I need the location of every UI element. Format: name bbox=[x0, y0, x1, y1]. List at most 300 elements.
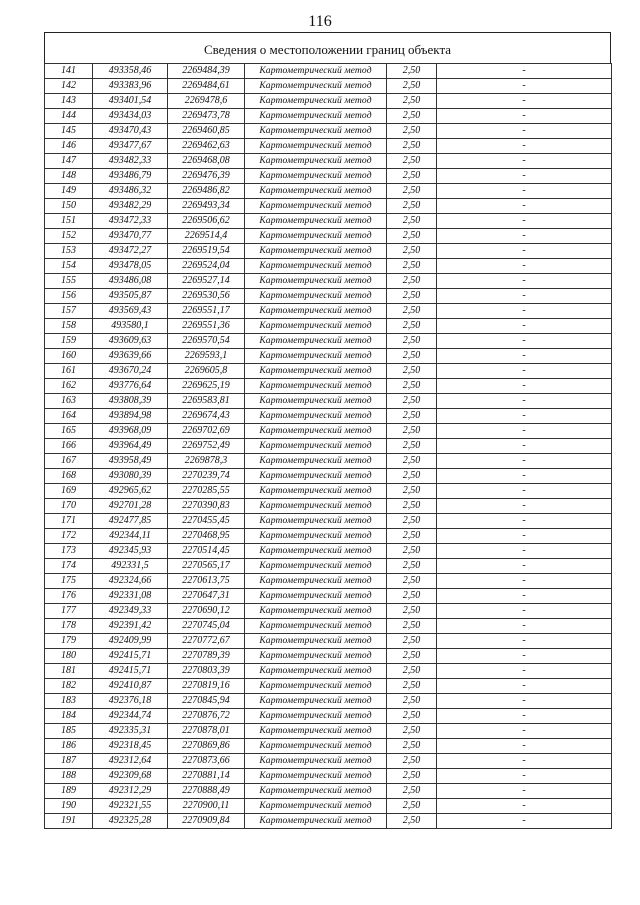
table-body bbox=[45, 64, 612, 829]
accuracy-cell: 2,50 bbox=[387, 94, 437, 109]
accuracy-cell: 2,50 bbox=[387, 604, 437, 619]
point-number-cell: 145 bbox=[45, 124, 93, 139]
y-coordinate-cell: 2270390,83 bbox=[168, 499, 245, 514]
accuracy-cell: 2,50 bbox=[387, 334, 437, 349]
accuracy-cell: 2,50 bbox=[387, 679, 437, 694]
description-cell: - bbox=[437, 784, 612, 799]
method-cell: Картометрический метод bbox=[245, 574, 387, 589]
y-coordinate-cell: 2270869,86 bbox=[168, 739, 245, 754]
point-number-cell: 190 bbox=[45, 799, 93, 814]
y-coordinate-cell: 2269524,04 bbox=[168, 259, 245, 274]
accuracy-cell: 2,50 bbox=[387, 409, 437, 424]
x-coordinate-cell: 492410,87 bbox=[93, 679, 168, 694]
accuracy-cell: 2,50 bbox=[387, 244, 437, 259]
point-number-cell: 186 bbox=[45, 739, 93, 754]
method-cell: Картометрический метод bbox=[245, 589, 387, 604]
y-coordinate-cell: 2269530,56 bbox=[168, 289, 245, 304]
accuracy-cell: 2,50 bbox=[387, 799, 437, 814]
x-coordinate-cell: 493472,27 bbox=[93, 244, 168, 259]
y-coordinate-cell: 2270690,12 bbox=[168, 604, 245, 619]
y-coordinate-cell: 2270468,95 bbox=[168, 529, 245, 544]
x-coordinate-cell: 492477,85 bbox=[93, 514, 168, 529]
table-row bbox=[45, 649, 612, 664]
table-title: Сведения о местоположении границ объекта bbox=[44, 32, 611, 63]
y-coordinate-cell: 2269478,6 bbox=[168, 94, 245, 109]
point-number-cell: 191 bbox=[45, 814, 93, 829]
point-number-cell: 147 bbox=[45, 154, 93, 169]
table-row bbox=[45, 469, 612, 484]
accuracy-cell: 2,50 bbox=[387, 574, 437, 589]
table-row bbox=[45, 79, 612, 94]
x-coordinate-cell: 493808,39 bbox=[93, 394, 168, 409]
accuracy-cell: 2,50 bbox=[387, 379, 437, 394]
point-number-cell: 182 bbox=[45, 679, 93, 694]
table-row bbox=[45, 379, 612, 394]
x-coordinate-cell: 493482,29 bbox=[93, 199, 168, 214]
table-row bbox=[45, 574, 612, 589]
accuracy-cell: 2,50 bbox=[387, 169, 437, 184]
description-cell: - bbox=[437, 619, 612, 634]
accuracy-cell: 2,50 bbox=[387, 184, 437, 199]
method-cell: Картометрический метод bbox=[245, 409, 387, 424]
method-cell: Картометрический метод bbox=[245, 304, 387, 319]
table-row bbox=[45, 634, 612, 649]
point-number-cell: 149 bbox=[45, 184, 93, 199]
accuracy-cell: 2,50 bbox=[387, 709, 437, 724]
table-row bbox=[45, 244, 612, 259]
method-cell: Картометрический метод bbox=[245, 724, 387, 739]
description-cell: - bbox=[437, 709, 612, 724]
point-number-cell: 185 bbox=[45, 724, 93, 739]
x-coordinate-cell: 493472,33 bbox=[93, 214, 168, 229]
description-cell: - bbox=[437, 634, 612, 649]
point-number-cell: 142 bbox=[45, 79, 93, 94]
x-coordinate-cell: 493964,49 bbox=[93, 439, 168, 454]
description-cell: - bbox=[437, 739, 612, 754]
accuracy-cell: 2,50 bbox=[387, 754, 437, 769]
accuracy-cell: 2,50 bbox=[387, 514, 437, 529]
x-coordinate-cell: 492344,11 bbox=[93, 529, 168, 544]
method-cell: Картометрический метод bbox=[245, 649, 387, 664]
point-number-cell: 177 bbox=[45, 604, 93, 619]
point-number-cell: 168 bbox=[45, 469, 93, 484]
y-coordinate-cell: 2269506,62 bbox=[168, 214, 245, 229]
table-row bbox=[45, 169, 612, 184]
method-cell: Картометрический метод bbox=[245, 109, 387, 124]
y-coordinate-cell: 2270803,39 bbox=[168, 664, 245, 679]
point-number-cell: 169 bbox=[45, 484, 93, 499]
description-cell: - bbox=[437, 349, 612, 364]
accuracy-cell: 2,50 bbox=[387, 64, 437, 79]
x-coordinate-cell: 492415,71 bbox=[93, 664, 168, 679]
x-coordinate-cell: 492312,29 bbox=[93, 784, 168, 799]
y-coordinate-cell: 2270514,45 bbox=[168, 544, 245, 559]
method-cell: Картометрический метод bbox=[245, 94, 387, 109]
table-row bbox=[45, 424, 612, 439]
description-cell: - bbox=[437, 319, 612, 334]
table-row bbox=[45, 484, 612, 499]
point-number-cell: 152 bbox=[45, 229, 93, 244]
table-row bbox=[45, 604, 612, 619]
y-coordinate-cell: 2269484,39 bbox=[168, 64, 245, 79]
description-cell: - bbox=[437, 334, 612, 349]
x-coordinate-cell: 492344,74 bbox=[93, 709, 168, 724]
table-row bbox=[45, 319, 612, 334]
point-number-cell: 153 bbox=[45, 244, 93, 259]
accuracy-cell: 2,50 bbox=[387, 319, 437, 334]
description-cell: - bbox=[437, 244, 612, 259]
point-number-cell: 172 bbox=[45, 529, 93, 544]
description-cell: - bbox=[437, 79, 612, 94]
description-cell: - bbox=[437, 694, 612, 709]
method-cell: Картометрический метод bbox=[245, 784, 387, 799]
y-coordinate-cell: 2270873,66 bbox=[168, 754, 245, 769]
method-cell: Картометрический метод bbox=[245, 154, 387, 169]
accuracy-cell: 2,50 bbox=[387, 394, 437, 409]
point-number-cell: 179 bbox=[45, 634, 93, 649]
accuracy-cell: 2,50 bbox=[387, 784, 437, 799]
method-cell: Картометрический метод bbox=[245, 439, 387, 454]
description-cell: - bbox=[437, 169, 612, 184]
table-row bbox=[45, 289, 612, 304]
point-number-cell: 151 bbox=[45, 214, 93, 229]
accuracy-cell: 2,50 bbox=[387, 439, 437, 454]
method-cell: Картометрический метод bbox=[245, 529, 387, 544]
table-row bbox=[45, 754, 612, 769]
x-coordinate-cell: 493383,96 bbox=[93, 79, 168, 94]
point-number-cell: 166 bbox=[45, 439, 93, 454]
point-number-cell: 141 bbox=[45, 64, 93, 79]
y-coordinate-cell: 2269527,14 bbox=[168, 274, 245, 289]
method-cell: Картометрический метод bbox=[245, 514, 387, 529]
y-coordinate-cell: 2269468,08 bbox=[168, 154, 245, 169]
x-coordinate-cell: 493569,43 bbox=[93, 304, 168, 319]
description-cell: - bbox=[437, 499, 612, 514]
accuracy-cell: 2,50 bbox=[387, 454, 437, 469]
table-row bbox=[45, 694, 612, 709]
description-cell: - bbox=[437, 274, 612, 289]
description-cell: - bbox=[437, 529, 612, 544]
point-number-cell: 150 bbox=[45, 199, 93, 214]
x-coordinate-cell: 492309,68 bbox=[93, 769, 168, 784]
description-cell: - bbox=[437, 484, 612, 499]
point-number-cell: 178 bbox=[45, 619, 93, 634]
accuracy-cell: 2,50 bbox=[387, 199, 437, 214]
y-coordinate-cell: 2270647,31 bbox=[168, 589, 245, 604]
x-coordinate-cell: 492376,18 bbox=[93, 694, 168, 709]
y-coordinate-cell: 2269605,8 bbox=[168, 364, 245, 379]
y-coordinate-cell: 2270888,49 bbox=[168, 784, 245, 799]
table-row bbox=[45, 184, 612, 199]
table-row bbox=[45, 514, 612, 529]
point-number-cell: 174 bbox=[45, 559, 93, 574]
table-row bbox=[45, 124, 612, 139]
method-cell: Картометрический метод bbox=[245, 169, 387, 184]
table-row bbox=[45, 274, 612, 289]
method-cell: Картометрический метод bbox=[245, 679, 387, 694]
x-coordinate-cell: 493080,39 bbox=[93, 469, 168, 484]
x-coordinate-cell: 493358,46 bbox=[93, 64, 168, 79]
x-coordinate-cell: 493505,87 bbox=[93, 289, 168, 304]
description-cell: - bbox=[437, 469, 612, 484]
description-cell: - bbox=[437, 124, 612, 139]
point-number-cell: 180 bbox=[45, 649, 93, 664]
description-cell: - bbox=[437, 514, 612, 529]
table-row bbox=[45, 529, 612, 544]
method-cell: Картометрический метод bbox=[245, 334, 387, 349]
x-coordinate-cell: 493580,1 bbox=[93, 319, 168, 334]
method-cell: Картометрический метод bbox=[245, 769, 387, 784]
method-cell: Картометрический метод bbox=[245, 634, 387, 649]
method-cell: Картометрический метод bbox=[245, 244, 387, 259]
point-number-cell: 161 bbox=[45, 364, 93, 379]
table-row bbox=[45, 94, 612, 109]
table-row bbox=[45, 784, 612, 799]
point-number-cell: 164 bbox=[45, 409, 93, 424]
point-number-cell: 143 bbox=[45, 94, 93, 109]
point-number-cell: 157 bbox=[45, 304, 93, 319]
description-cell: - bbox=[437, 199, 612, 214]
x-coordinate-cell: 493401,54 bbox=[93, 94, 168, 109]
y-coordinate-cell: 2269460,85 bbox=[168, 124, 245, 139]
x-coordinate-cell: 492318,45 bbox=[93, 739, 168, 754]
table-row bbox=[45, 814, 612, 829]
y-coordinate-cell: 2269625,19 bbox=[168, 379, 245, 394]
y-coordinate-cell: 2269878,3 bbox=[168, 454, 245, 469]
page-number: 116 bbox=[308, 13, 332, 30]
y-coordinate-cell: 2269519,54 bbox=[168, 244, 245, 259]
table-row bbox=[45, 334, 612, 349]
accuracy-cell: 2,50 bbox=[387, 694, 437, 709]
point-number-cell: 158 bbox=[45, 319, 93, 334]
point-number-cell: 160 bbox=[45, 349, 93, 364]
table-row bbox=[45, 544, 612, 559]
method-cell: Картометрический метод bbox=[245, 709, 387, 724]
x-coordinate-cell: 493486,32 bbox=[93, 184, 168, 199]
y-coordinate-cell: 2270565,17 bbox=[168, 559, 245, 574]
accuracy-cell: 2,50 bbox=[387, 214, 437, 229]
table-row bbox=[45, 709, 612, 724]
point-number-cell: 171 bbox=[45, 514, 93, 529]
table-row bbox=[45, 769, 612, 784]
description-cell: - bbox=[437, 724, 612, 739]
description-cell: - bbox=[437, 64, 612, 79]
accuracy-cell: 2,50 bbox=[387, 484, 437, 499]
y-coordinate-cell: 2270881,14 bbox=[168, 769, 245, 784]
description-cell: - bbox=[437, 184, 612, 199]
method-cell: Картометрический метод bbox=[245, 139, 387, 154]
description-cell: - bbox=[437, 229, 612, 244]
y-coordinate-cell: 2269583,81 bbox=[168, 394, 245, 409]
method-cell: Картометрический метод bbox=[245, 469, 387, 484]
y-coordinate-cell: 2270900,11 bbox=[168, 799, 245, 814]
method-cell: Картометрический метод bbox=[245, 379, 387, 394]
y-coordinate-cell: 2269514,4 bbox=[168, 229, 245, 244]
y-coordinate-cell: 2270613,75 bbox=[168, 574, 245, 589]
y-coordinate-cell: 2270819,16 bbox=[168, 679, 245, 694]
y-coordinate-cell: 2270455,45 bbox=[168, 514, 245, 529]
point-number-cell: 181 bbox=[45, 664, 93, 679]
y-coordinate-cell: 2270285,55 bbox=[168, 484, 245, 499]
accuracy-cell: 2,50 bbox=[387, 589, 437, 604]
description-cell: - bbox=[437, 544, 612, 559]
x-coordinate-cell: 493776,64 bbox=[93, 379, 168, 394]
description-cell: - bbox=[437, 679, 612, 694]
table-row bbox=[45, 679, 612, 694]
method-cell: Картометрический метод bbox=[245, 259, 387, 274]
point-number-cell: 162 bbox=[45, 379, 93, 394]
description-cell: - bbox=[437, 754, 612, 769]
y-coordinate-cell: 2269462,63 bbox=[168, 139, 245, 154]
x-coordinate-cell: 492345,93 bbox=[93, 544, 168, 559]
accuracy-cell: 2,50 bbox=[387, 349, 437, 364]
method-cell: Картометрический метод bbox=[245, 289, 387, 304]
x-coordinate-cell: 492409,99 bbox=[93, 634, 168, 649]
x-coordinate-cell: 492312,64 bbox=[93, 754, 168, 769]
accuracy-cell: 2,50 bbox=[387, 544, 437, 559]
point-number-cell: 176 bbox=[45, 589, 93, 604]
accuracy-cell: 2,50 bbox=[387, 124, 437, 139]
point-number-cell: 189 bbox=[45, 784, 93, 799]
table-row bbox=[45, 724, 612, 739]
x-coordinate-cell: 492415,71 bbox=[93, 649, 168, 664]
accuracy-cell: 2,50 bbox=[387, 289, 437, 304]
x-coordinate-cell: 492321,55 bbox=[93, 799, 168, 814]
x-coordinate-cell: 493478,05 bbox=[93, 259, 168, 274]
description-cell: - bbox=[437, 439, 612, 454]
x-coordinate-cell: 493477,67 bbox=[93, 139, 168, 154]
table-row bbox=[45, 454, 612, 469]
method-cell: Картометрический метод bbox=[245, 499, 387, 514]
y-coordinate-cell: 2269570,54 bbox=[168, 334, 245, 349]
method-cell: Картометрический метод bbox=[245, 424, 387, 439]
method-cell: Картометрический метод bbox=[245, 319, 387, 334]
table-row bbox=[45, 499, 612, 514]
accuracy-cell: 2,50 bbox=[387, 229, 437, 244]
table-row bbox=[45, 394, 612, 409]
point-number-cell: 170 bbox=[45, 499, 93, 514]
accuracy-cell: 2,50 bbox=[387, 79, 437, 94]
point-number-cell: 156 bbox=[45, 289, 93, 304]
description-cell: - bbox=[437, 259, 612, 274]
table-row bbox=[45, 619, 612, 634]
x-coordinate-cell: 493670,24 bbox=[93, 364, 168, 379]
method-cell: Картометрический метод bbox=[245, 214, 387, 229]
accuracy-cell: 2,50 bbox=[387, 154, 437, 169]
method-cell: Картометрический метод bbox=[245, 349, 387, 364]
y-coordinate-cell: 2270772,67 bbox=[168, 634, 245, 649]
boundary-points-table bbox=[44, 63, 612, 829]
point-number-cell: 146 bbox=[45, 139, 93, 154]
x-coordinate-cell: 492331,5 bbox=[93, 559, 168, 574]
description-cell: - bbox=[437, 424, 612, 439]
x-coordinate-cell: 493470,43 bbox=[93, 124, 168, 139]
method-cell: Картометрический метод bbox=[245, 229, 387, 244]
table-row bbox=[45, 109, 612, 124]
point-number-cell: 188 bbox=[45, 769, 93, 784]
y-coordinate-cell: 2270745,04 bbox=[168, 619, 245, 634]
y-coordinate-cell: 2270909,84 bbox=[168, 814, 245, 829]
table-row bbox=[45, 259, 612, 274]
description-cell: - bbox=[437, 154, 612, 169]
accuracy-cell: 2,50 bbox=[387, 724, 437, 739]
description-cell: - bbox=[437, 589, 612, 604]
table-row bbox=[45, 214, 612, 229]
description-cell: - bbox=[437, 289, 612, 304]
method-cell: Картометрический метод bbox=[245, 619, 387, 634]
accuracy-cell: 2,50 bbox=[387, 619, 437, 634]
method-cell: Картометрический метод bbox=[245, 544, 387, 559]
accuracy-cell: 2,50 bbox=[387, 424, 437, 439]
x-coordinate-cell: 492349,33 bbox=[93, 604, 168, 619]
x-coordinate-cell: 492335,31 bbox=[93, 724, 168, 739]
y-coordinate-cell: 2270876,72 bbox=[168, 709, 245, 724]
point-number-cell: 187 bbox=[45, 754, 93, 769]
accuracy-cell: 2,50 bbox=[387, 469, 437, 484]
y-coordinate-cell: 2270845,94 bbox=[168, 694, 245, 709]
x-coordinate-cell: 492324,66 bbox=[93, 574, 168, 589]
accuracy-cell: 2,50 bbox=[387, 739, 437, 754]
point-number-cell: 165 bbox=[45, 424, 93, 439]
accuracy-cell: 2,50 bbox=[387, 634, 437, 649]
table-row bbox=[45, 154, 612, 169]
accuracy-cell: 2,50 bbox=[387, 259, 437, 274]
description-cell: - bbox=[437, 454, 612, 469]
method-cell: Картометрический метод bbox=[245, 124, 387, 139]
description-cell: - bbox=[437, 214, 612, 229]
table-row bbox=[45, 664, 612, 679]
y-coordinate-cell: 2269484,61 bbox=[168, 79, 245, 94]
x-coordinate-cell: 492331,08 bbox=[93, 589, 168, 604]
description-cell: - bbox=[437, 664, 612, 679]
point-number-cell: 155 bbox=[45, 274, 93, 289]
point-number-cell: 163 bbox=[45, 394, 93, 409]
description-cell: - bbox=[437, 409, 612, 424]
accuracy-cell: 2,50 bbox=[387, 814, 437, 829]
description-cell: - bbox=[437, 814, 612, 829]
accuracy-cell: 2,50 bbox=[387, 274, 437, 289]
y-coordinate-cell: 2269593,1 bbox=[168, 349, 245, 364]
description-cell: - bbox=[437, 304, 612, 319]
accuracy-cell: 2,50 bbox=[387, 529, 437, 544]
accuracy-cell: 2,50 bbox=[387, 769, 437, 784]
description-cell: - bbox=[437, 574, 612, 589]
point-number-cell: 159 bbox=[45, 334, 93, 349]
method-cell: Картометрический метод bbox=[245, 559, 387, 574]
table-row bbox=[45, 409, 612, 424]
x-coordinate-cell: 493434,03 bbox=[93, 109, 168, 124]
method-cell: Картометрический метод bbox=[245, 394, 387, 409]
x-coordinate-cell: 493486,79 bbox=[93, 169, 168, 184]
x-coordinate-cell: 492391,42 bbox=[93, 619, 168, 634]
table-row bbox=[45, 349, 612, 364]
description-cell: - bbox=[437, 559, 612, 574]
table-row bbox=[45, 739, 612, 754]
y-coordinate-cell: 2269702,69 bbox=[168, 424, 245, 439]
accuracy-cell: 2,50 bbox=[387, 499, 437, 514]
method-cell: Картометрический метод bbox=[245, 274, 387, 289]
accuracy-cell: 2,50 bbox=[387, 649, 437, 664]
accuracy-cell: 2,50 bbox=[387, 664, 437, 679]
table-row bbox=[45, 439, 612, 454]
x-coordinate-cell: 493470,77 bbox=[93, 229, 168, 244]
description-cell: - bbox=[437, 649, 612, 664]
x-coordinate-cell: 493894,98 bbox=[93, 409, 168, 424]
accuracy-cell: 2,50 bbox=[387, 559, 437, 574]
description-cell: - bbox=[437, 604, 612, 619]
point-number-cell: 148 bbox=[45, 169, 93, 184]
description-cell: - bbox=[437, 139, 612, 154]
